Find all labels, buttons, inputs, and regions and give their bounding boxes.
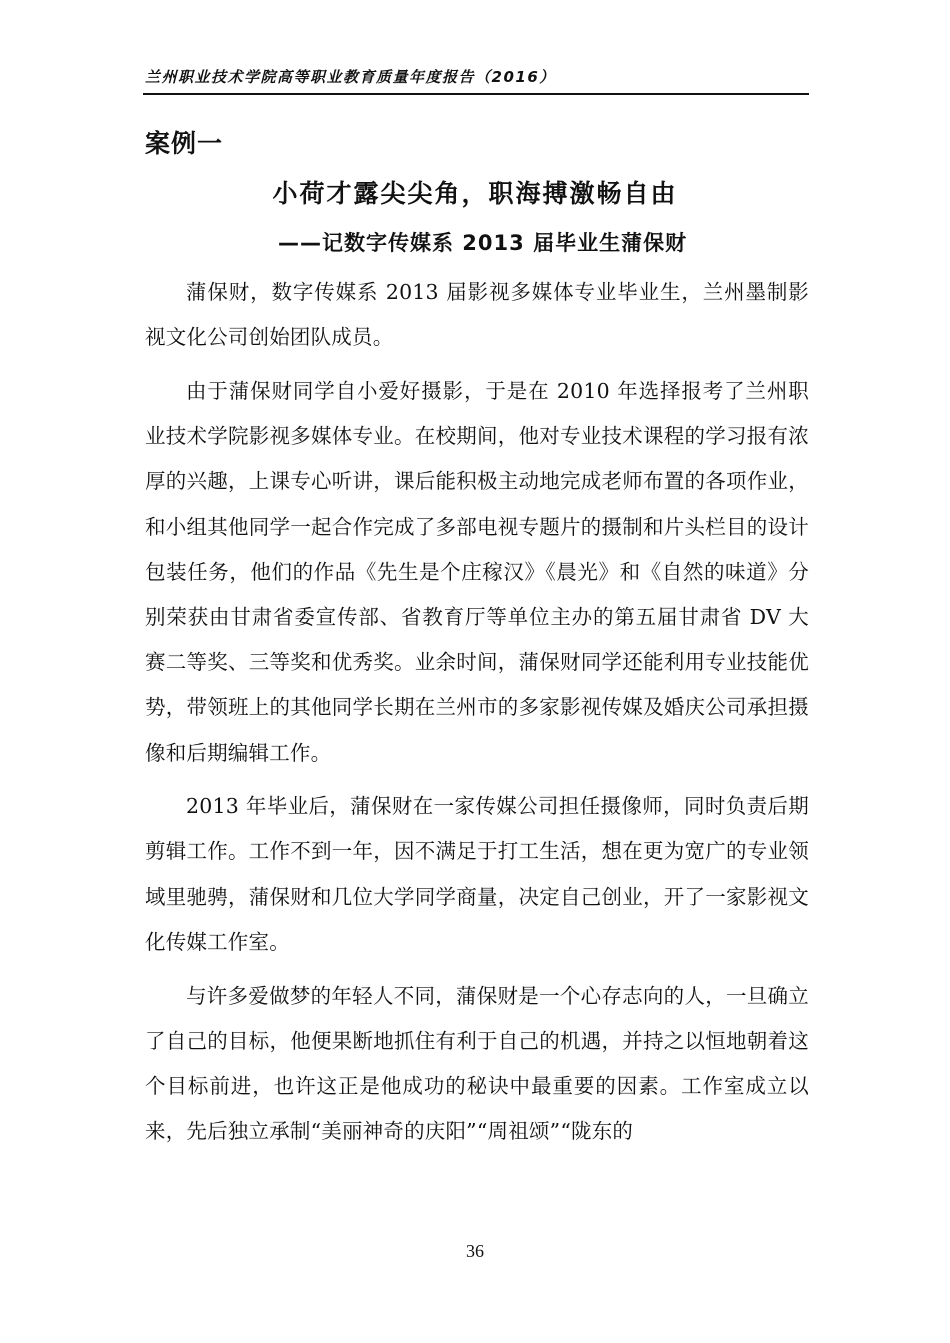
page-number: 36 <box>466 1241 484 1261</box>
paragraph: 2013 年毕业后，蒲保财在一家传媒公司担任摄像师，同时负责后期剪辑工作。工作不到一年，因不满足于打工生活，想在更为宽广的专业领域里驰骋，蒲保财和几位大学同学商量，决定自己创业，开了一家影视文化传媒工作室。 <box>145 794 809 954</box>
case-label: 案例一 <box>145 129 224 158</box>
paragraph: 与许多爱做梦的年轻人不同，蒲保财是一个心存志向的人，一旦确立了自己的目标，他便果断地抓住有利于自己的机遇，并持之以恒地朝着这个目标前进，也许这正是他成功的秘诀中最重要的因素。工作室成立以来，先后独立承制“美丽神奇的庆阳”“周祖颂”“陇东的 <box>145 983 809 1144</box>
article-subtitle: ——记数字传媒系 2013 届毕业生蒲保财 <box>278 231 688 255</box>
article-title: 小荷才露尖尖角，职海搏激畅自由 <box>272 179 678 208</box>
paragraph: 由于蒲保财同学自小爱好摄影，于是在 2010 年选择报考了兰州职业技术学院影视多媒体专业。在校期间，他对专业技术课程的学习报有浓厚的兴趣，上课专心听讲，课后能积极主动地完成老师布置的各项作业，和小组其他同学一起合作完成了多部电视专题片的摄制和片头栏目的设计包装任务，他们的作品《先生是个庄稼汉》《晨光》和《自然的味道》分别荣获由甘肃省委宣传部、省教育厅等单位主办的第五届甘肃省 DV 大赛二等奖、三等奖和优秀奖。业余时间，蒲保财同学还能利用专业技能优势，带领班上的其他同学长期在兰州市的多家影视传媒及婚庆公司承担摄像和后期编辑工作。 <box>145 378 809 765</box>
paragraph: 蒲保财，数字传媒系 2013 届影视多媒体专业毕业生，兰州墨制影视文化公司创始团队成员。 <box>145 280 809 350</box>
header-rule <box>143 93 809 95</box>
running-header: 兰州职业技术学院高等职业教育质量年度报告（2016） <box>145 68 556 86</box>
article-body <box>145 270 809 1163</box>
